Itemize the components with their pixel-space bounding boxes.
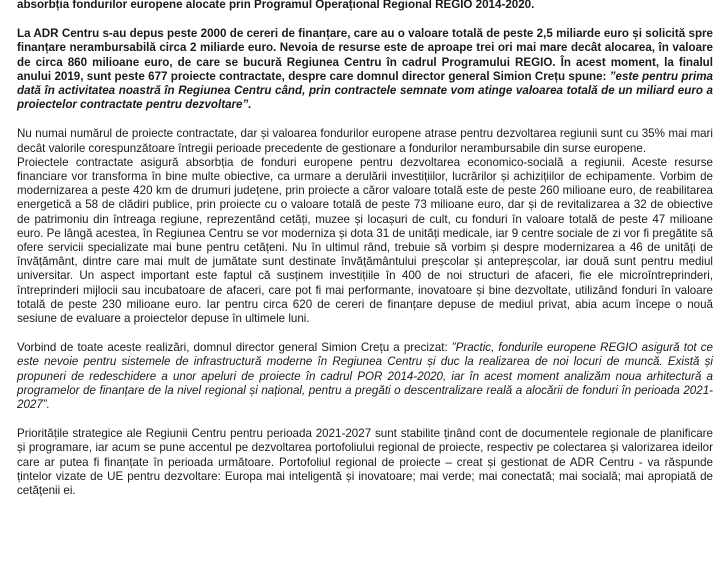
paragraph-director-statement <box>17 341 713 412</box>
bold-paragraph-text: La ADR Centru s-au depus peste 2000 de cereri de finanțare, care au o valoare totală de peste 2,5 miliarde euro și solicită spre finanțare nerambursabilă circa 2 miliarde euro. Nevoia de resurse este de aproape trei ori mai mare decât alocarea, în valoare de circa 860 milioane euro, de care se bucură Regiunea Centru în cadrul Programului REGIO. În acest moment, la finalul anului 2019, sunt peste 677 proiecte contractate, despre care domnul director general Simion Crețu spune: <box>17 27 713 83</box>
director-quote: ”este pentru prima dată în activitatea noastră în Regiunea Centru când, prin contractele semnate vom atinge valoarea totală de un miliard euro a proiectelor contractate pentru dezvoltare”. <box>17 69 713 112</box>
statement-quote: ”Practic, fondurile europene REGIO asigură tot ce este nevoie pentru sistemele de infrastructură moderne în Regiunea Centru și duc la realizarea de noi locuri de muncă. Există și propuneri de redeschidere a unor apeluri de proiecte în cadrul POR 2014-2020, iar în acest moment analizăm noua arhitectură a programelor de finanțare de la nivel regional și național, pentru a pregăti o descentralizare reală a alocării de fonduri în perioada 2021-2027”. <box>17 341 713 412</box>
paragraph-priorities: Prioritățile strategice ale Regiunii Centru pentru perioada 2021-2027 sunt stabilite ținând cont de documentele regionale de planificare și programare, iar acum se pune accentul pe dezvoltarea portofoliului regional de proiecte, respectiv pe colectarea și valorizarea ideilor care ar putea fi finanțate în perioada următoare. Portofoliul regional de proiecte – creat și gestionat de ADR Centru - va răspunde țintelor vizate de UE pentru dezvoltare: Europa mai inteligentă și inovatoare; mai verde; mai conectată; mai socială; mai apropiată de cetățenii ei. <box>17 427 713 498</box>
paragraph-projects: Proiectele contractate asigură absorbția de fonduri europene pentru dezvoltarea economico-socială a regiunii. Aceste resurse financiare vor transforma în bine multe obiective, ca urmare a derulării investițiilor, lucrărilor și achizițiilor de echipamente. Vorbim de modernizarea a peste 420 km de drumuri județene, prin proiecte a căror valoare totală este de peste 260 milioane euro, de reabilitarea energetică a 58 de clădiri publice, prin proiecte cu o valoare totală de peste 73 milioane euro, dar și de revitalizarea a 32 de obiective de patrimoniu din întreaga regiune, reprezentând cetăți, muzee și locașuri de cult, cu fonduri în valoare totală de peste 47 milioane euro. Pe lângă acestea, în Regiunea Centru se vor moderniza și dota 31 de unități medicale, iar 9 centre sociale de zi vor fi pregătite să ofere servicii specializate mai bune pentru cetățeni. Nu în ultimul rând, trebuie să vorbim și despre modernizarea a 46 de unități de învățământ, dintre care mai mult de jumătate sunt destinate învățământului preșcolar și antepreșcolar, iar două sunt pentru mediul universitar. Un aspect important este faptul că susținem investițiile în 400 de noi structuri de afaceri, fie ele microîntreprinderi, întreprinderi mijlocii sau incubatoare de afaceri, care pot fi mai performante, inovatoare și bine dezvoltate, utilizând fonduri în valoare totală de peste 230 milioane euro. Iar pentru circa 620 de cereri de finanțare depuse de mediul privat, abia acum începe o nouă sesiune de evaluare a proiectelor depuse în ultimele luni. <box>17 155 713 326</box>
paragraph-funds: Nu numai numărul de proiecte contractate, dar și valoarea fondurilor europene atrase pentru dezvoltarea regiunii sunt cu 35% mai mari decât valorile corespunzătoare întregii perioade precedente de gestionare a fondurilor nerambursabile din surse europene. <box>17 127 713 155</box>
heading-line: absorbția fondurilor europene alocate prin Programul Operațional Regional REGIO 2014-2020. <box>17 0 535 11</box>
statement-intro: Vorbind de toate aceste realizări, domnul director general Simion Crețu a precizat: <box>17 341 452 355</box>
paragraph-applications <box>17 27 713 112</box>
